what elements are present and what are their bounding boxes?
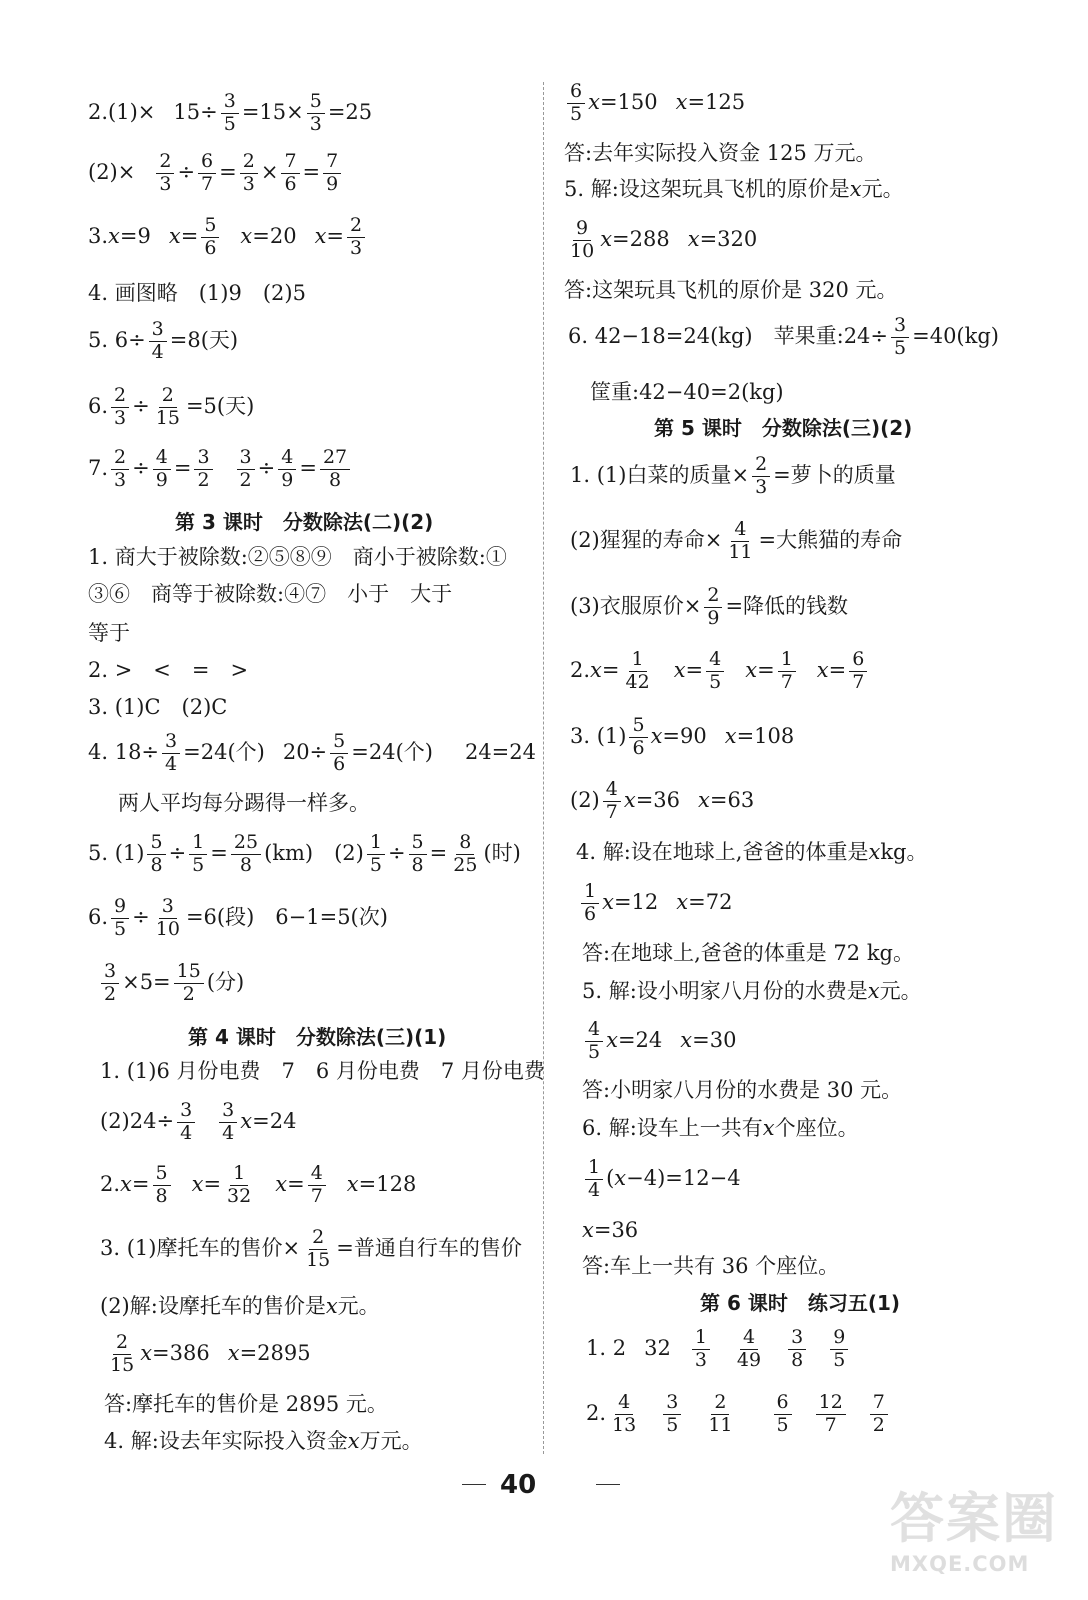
s3-answer-6: 6. $\frac{9}{5}$ ÷ $\frac{3}{10}$ =6(段) 6−1=5(次) <box>88 895 388 940</box>
section-title-lesson-4: 第 4 课时 分数除法(三)(1) <box>188 1025 447 1049</box>
s5-answer-4c: 答:在地球上,爸爸的体重是 72 kg。 <box>582 941 914 965</box>
s4-answer-3b: (2)解:设摩托车的售价是x元。 <box>100 1294 380 1318</box>
watermark <box>890 1487 1070 1592</box>
s4-answer-1a: 1. (1)6 月份电费 7 6 月份电费 7 月份电费 <box>100 1059 545 1083</box>
right-column <box>548 0 1088 1600</box>
answer-2: 2.(1)× 15÷ $\frac{3}{5}$ =15× $\frac{5}{3}$ =25 <box>88 90 373 135</box>
s4-answer-4: 4. 解:设去年实际投入资金x万元。 <box>104 1429 423 1453</box>
answer-3: 3.x=9 x= $\frac{5}{6}$ x=20 x= $\frac{2}{3}$ <box>88 216 368 259</box>
s5-answer-5a: 5. 解:设小明家八月份的水费是x元。 <box>582 979 922 1003</box>
s5-answer-1a: 1. (1)白菜的质量× $\frac{2}{3}$ =萝卜的质量 <box>570 453 896 498</box>
s3-answer-2: 2. > < = > <box>88 658 249 682</box>
r-answer-6: 6. 42−18=24(kg) 苹果重:24÷ $\frac{3}{5}$ =40(kg) <box>568 314 999 359</box>
r-answer-5: 5. 解:设这架玩具飞机的原价是x元。 <box>564 177 904 201</box>
r-answer-5-ans: 答:这架玩具飞机的原价是 320 元。 <box>564 278 898 302</box>
s5-answer-6d: 答:车上一共有 36 个座位。 <box>582 1254 840 1278</box>
page-number: 40 <box>500 1470 537 1500</box>
watermark-url: MXQE.COM <box>890 1552 1030 1576</box>
s3-answer-6b: $\frac{3}{2}$ ×5= $\frac{15}{2}$ (分) <box>98 962 244 1005</box>
s5-answer-6b: $\frac{1}{4}$ (x−4)=12−4 <box>582 1158 741 1201</box>
answer-2-2: (2)× $\frac{2}{3}$ ÷ $\frac{6}{7}$ = $\frac{2}{3}$ × $\frac{7}{6}$ = $\frac{7}{9}$ <box>88 152 344 195</box>
r-answer-6b: 筐重:42−40=2(kg) <box>590 380 784 404</box>
r-answer-5-eq: $\frac{9}{10}$ x=288 x=320 <box>570 217 758 262</box>
section-title-lesson-5: 第 5 课时 分数除法(三)(2) <box>654 416 913 440</box>
s5-answer-1c: (3)衣服原价× $\frac{2}{9}$ =降低的钱数 <box>570 584 849 629</box>
s4-answer-1b: (2)24÷ $\frac{3}{4}$ $\frac{3}{4}$ x=24 <box>100 1099 297 1144</box>
page-number-dash-right <box>596 1484 620 1485</box>
answer-4: 4. 画图略 (1)9 (2)5 <box>88 281 306 305</box>
s5-answer-1b: (2)猩猩的寿命× $\frac{4}{11}$ =大熊猫的寿命 <box>570 518 903 563</box>
s5-answer-5b: $\frac{4}{5}$ x=24 x=30 <box>582 1020 736 1063</box>
s3-answer-1a: 1. 商大于被除数:②⑤⑧⑨ 商小于被除数:① <box>88 545 507 569</box>
s4-answer-3a: 3. (1)摩托车的售价× $\frac{2}{15}$ =普通自行车的售价 <box>100 1226 522 1271</box>
s4-answer-2: 2.x= $\frac{5}{8}$ x= $\frac{1}{32}$ x= $\frac{4}{7}$ x=128 <box>100 1162 417 1207</box>
column-divider <box>543 82 544 1454</box>
answer-7: 7. $\frac{2}{3}$ ÷ $\frac{4}{9}$ = $\frac{3}{2}$ $\frac{3}{2}$ ÷ $\frac{4}{9}$ = $\frac{27}{8}$ <box>88 448 353 491</box>
r-answer-4-eq: $\frac{6}{5}$ x=150 x=125 <box>564 82 745 125</box>
s3-answer-1c: 等于 <box>88 621 130 645</box>
s3-answer-3: 3. (1)C (2)C <box>88 695 228 719</box>
s4-answer-3d: 答:摩托车的售价是 2895 元。 <box>104 1392 388 1416</box>
s6-answer-2: 2. $\frac{4}{13}$ $\frac{3}{5}$ $\frac{2}{11}$ $\frac{6}{5}$ $\frac{12}{7}$ $\frac{7}{2}$ <box>586 1393 891 1436</box>
s5-answer-4b: $\frac{1}{6}$ x=12 x=72 <box>578 882 732 925</box>
s5-answer-5c: 答:小明家八月份的水费是 30 元。 <box>582 1078 903 1102</box>
s5-answer-4a: 4. 解:设在地球上,爸爸的体重是xkg。 <box>576 840 928 864</box>
section-title-lesson-6: 第 6 课时 练习五(1) <box>700 1291 901 1315</box>
s3-answer-5: 5. (1) $\frac{5}{8}$ ÷ $\frac{1}{5}$ = $\frac{25}{8}$ (km) (2) $\frac{1}{5}$ ÷ $\frac{5}{8}$ = $\frac{8}{25}$ (时) <box>88 831 521 876</box>
s5-answer-3b: (2) $\frac{4}{7}$ x=36 x=63 <box>570 778 755 823</box>
s6-answer-1: 1. 2 32 $\frac{1}{3}$ $\frac{4}{49}$ $\frac{3}{8}$ $\frac{9}{5}$ <box>586 1328 851 1371</box>
r-answer-4-ans: 答:去年实际投入资金 125 万元。 <box>564 141 877 165</box>
answer-5: 5. 6÷ $\frac{3}{4}$ =8(天) <box>88 318 239 363</box>
answer-6: 6. $\frac{2}{3}$ ÷ $\frac{2}{15}$ =5(天) <box>88 384 255 429</box>
s5-answer-6c: x=36 <box>582 1218 639 1242</box>
s5-answer-2: 2.x= $\frac{1}{42}$ x= $\frac{4}{5}$ x= $\frac{1}{7}$ x= $\frac{6}{7}$ <box>570 650 870 693</box>
section-title-lesson-3: 第 3 课时 分数除法(二)(2) <box>175 510 434 534</box>
s5-answer-6a: 6. 解:设车上一共有x个座位。 <box>582 1116 859 1140</box>
page-number-dash-left <box>462 1484 486 1485</box>
watermark-logo: 答案圈 <box>890 1487 1058 1550</box>
s3-answer-4: 4. 18÷ $\frac{3}{4}$ =24(个) 20÷ $\frac{5}{6}$ =24(个) 24=24 <box>88 730 536 775</box>
s3-answer-1b: ③⑥ 商等于被除数:④⑦ 小于 大于 <box>88 582 453 606</box>
s4-answer-3c: $\frac{2}{15}$ x=386 x=2895 <box>110 1331 311 1376</box>
s5-answer-3a: 3. (1) $\frac{5}{6}$ x=90 x=108 <box>570 714 795 759</box>
s3-answer-4b: 两人平均每分踢得一样多。 <box>118 791 370 815</box>
